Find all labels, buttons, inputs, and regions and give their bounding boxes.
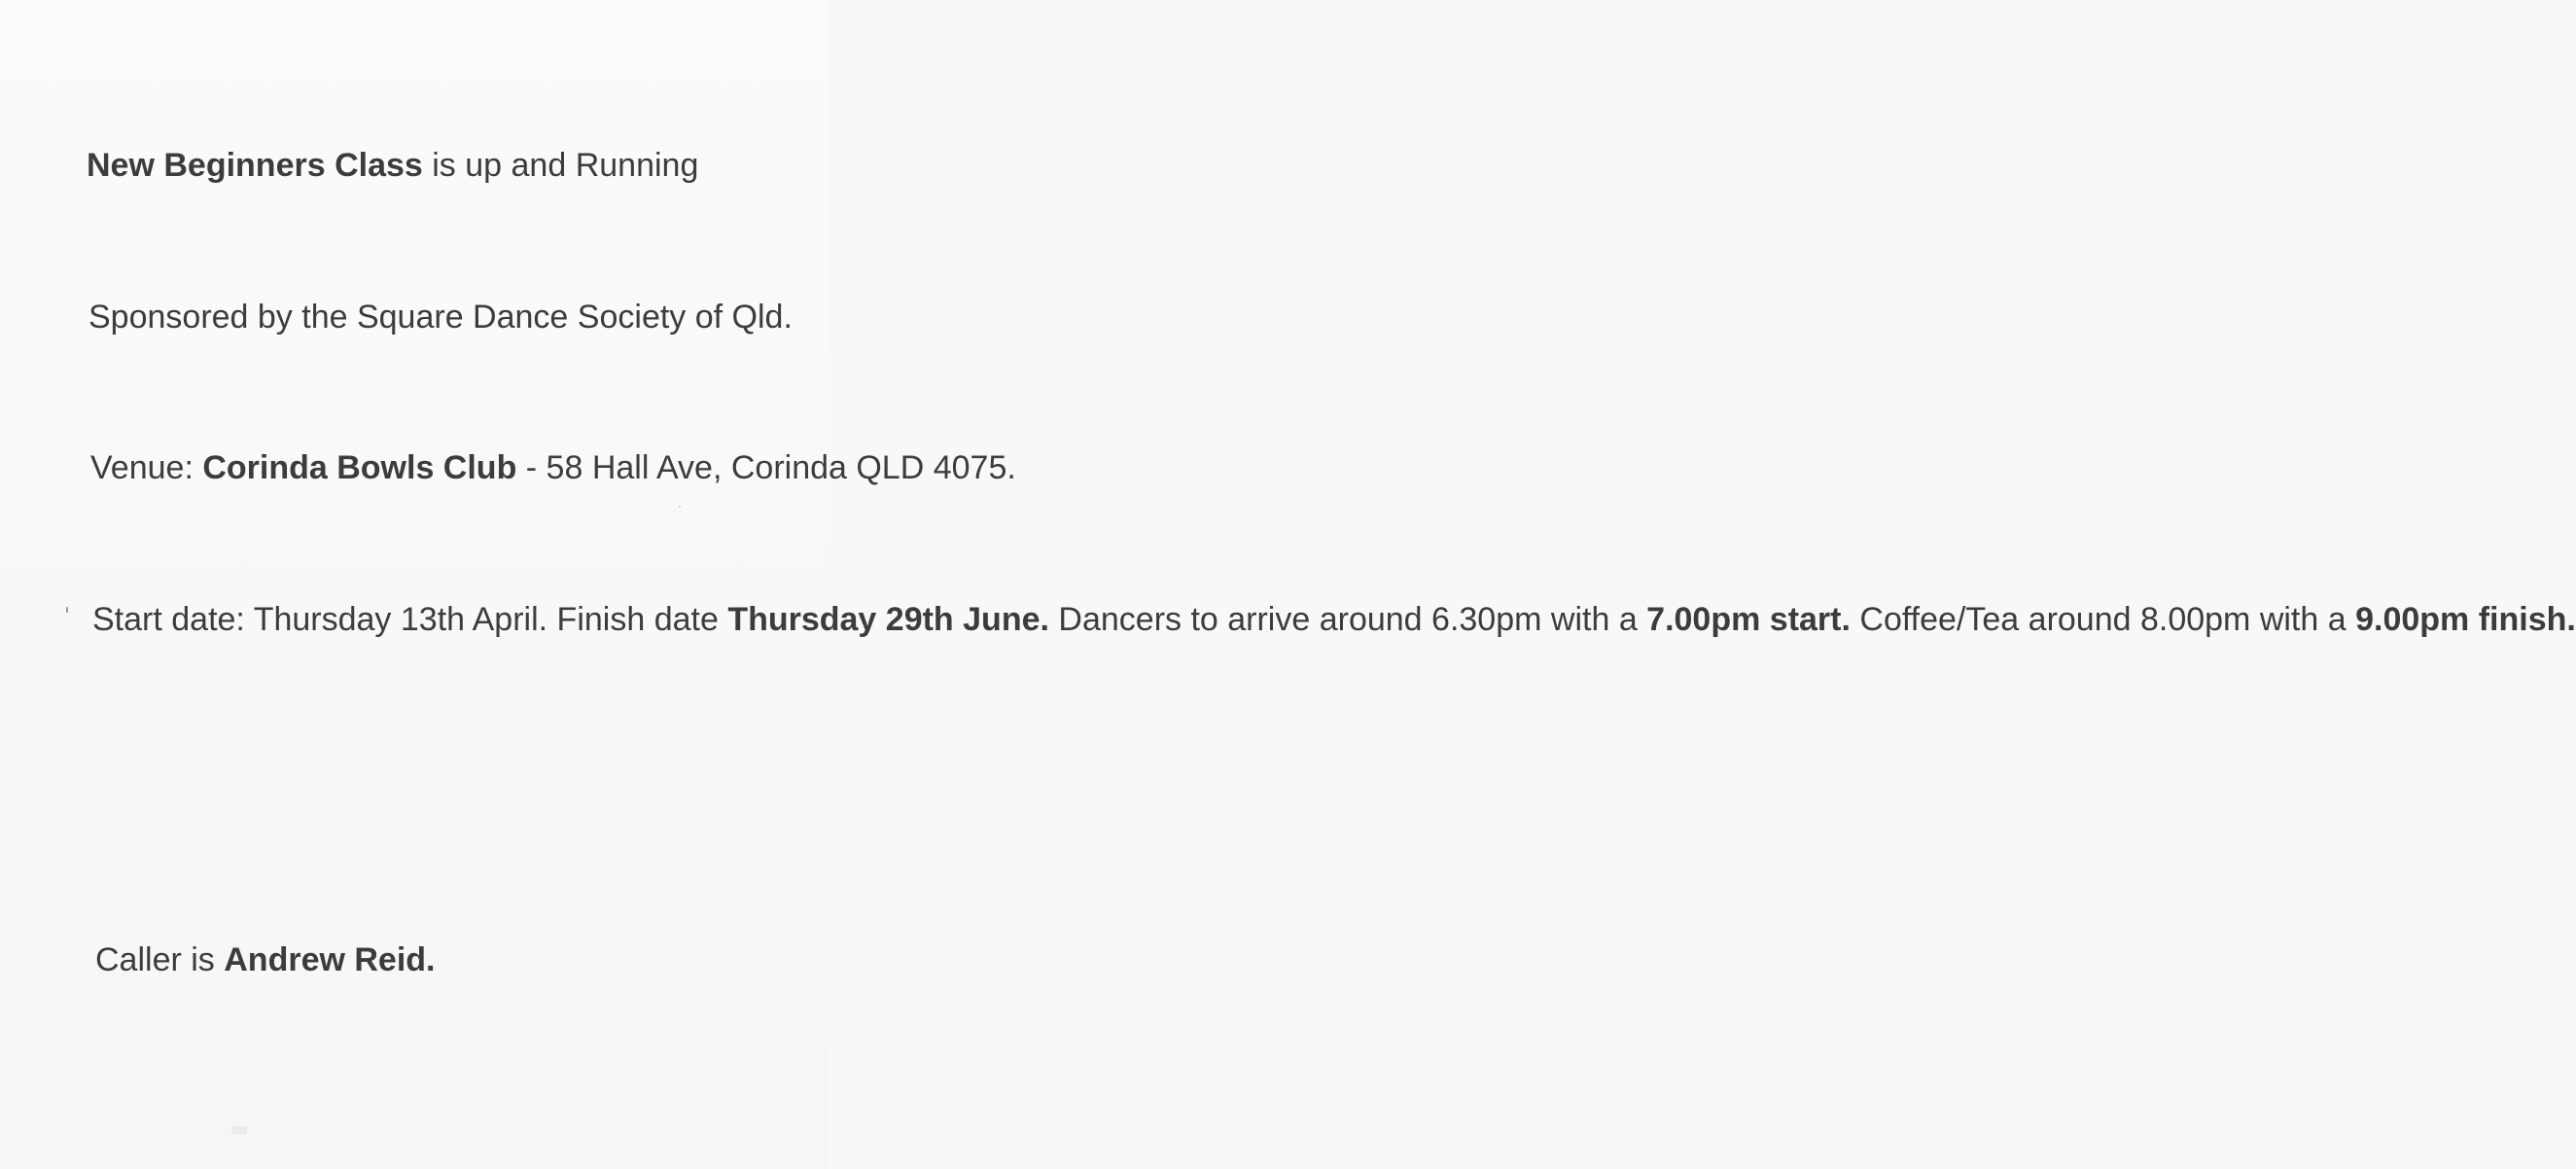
venue-name: Corinda Bowls Club [202,449,517,486]
arrival-line: Dancers to arrive around 6.30pm with [1058,601,1610,638]
venue-number: - 58 [516,449,583,486]
sponsor-line-2: Society of Qld. [577,299,793,336]
start-time: 7.00pm start. [1646,601,1851,638]
schedule-block [92,596,2576,644]
title-line-2: Running [575,147,699,184]
caller-name: Andrew Reid. [224,941,436,978]
caller-block [95,937,436,984]
scan-speck [66,607,68,613]
start-date: Start date: Thursday 13th April. [92,601,548,638]
coffee-line: Coffee/Tea around 8.00pm with [1859,601,2319,638]
caller-line [95,941,436,978]
venue-label: Venue: [90,449,203,486]
title-line-1 [87,147,566,184]
caller-label: Caller is [95,941,225,978]
finish-time: 9.00pm finish. [2355,601,2576,638]
start-time-line [1619,601,1851,638]
title-rest: is up and [422,147,567,184]
venue-block [90,444,1016,492]
finish-date: Thursday 29th June. [727,601,1049,638]
sponsor-line-1: Sponsored by the Square Dance [88,299,569,336]
title-block [87,142,698,190]
start-prefix: a [1618,601,1647,638]
finish-date-line [557,601,1049,638]
scan-speck [231,1126,247,1134]
scan-speck [679,506,681,508]
class-name: New Beginners Class [87,147,423,184]
finish-time-line [2328,601,2576,638]
venue-line-1 [90,449,582,486]
sponsor-block [88,294,793,341]
finish-label: Finish date [556,601,728,638]
finish-prefix: a [2327,601,2356,638]
venue-line-2: Hall Ave, Corinda QLD 4075. [591,449,1016,486]
